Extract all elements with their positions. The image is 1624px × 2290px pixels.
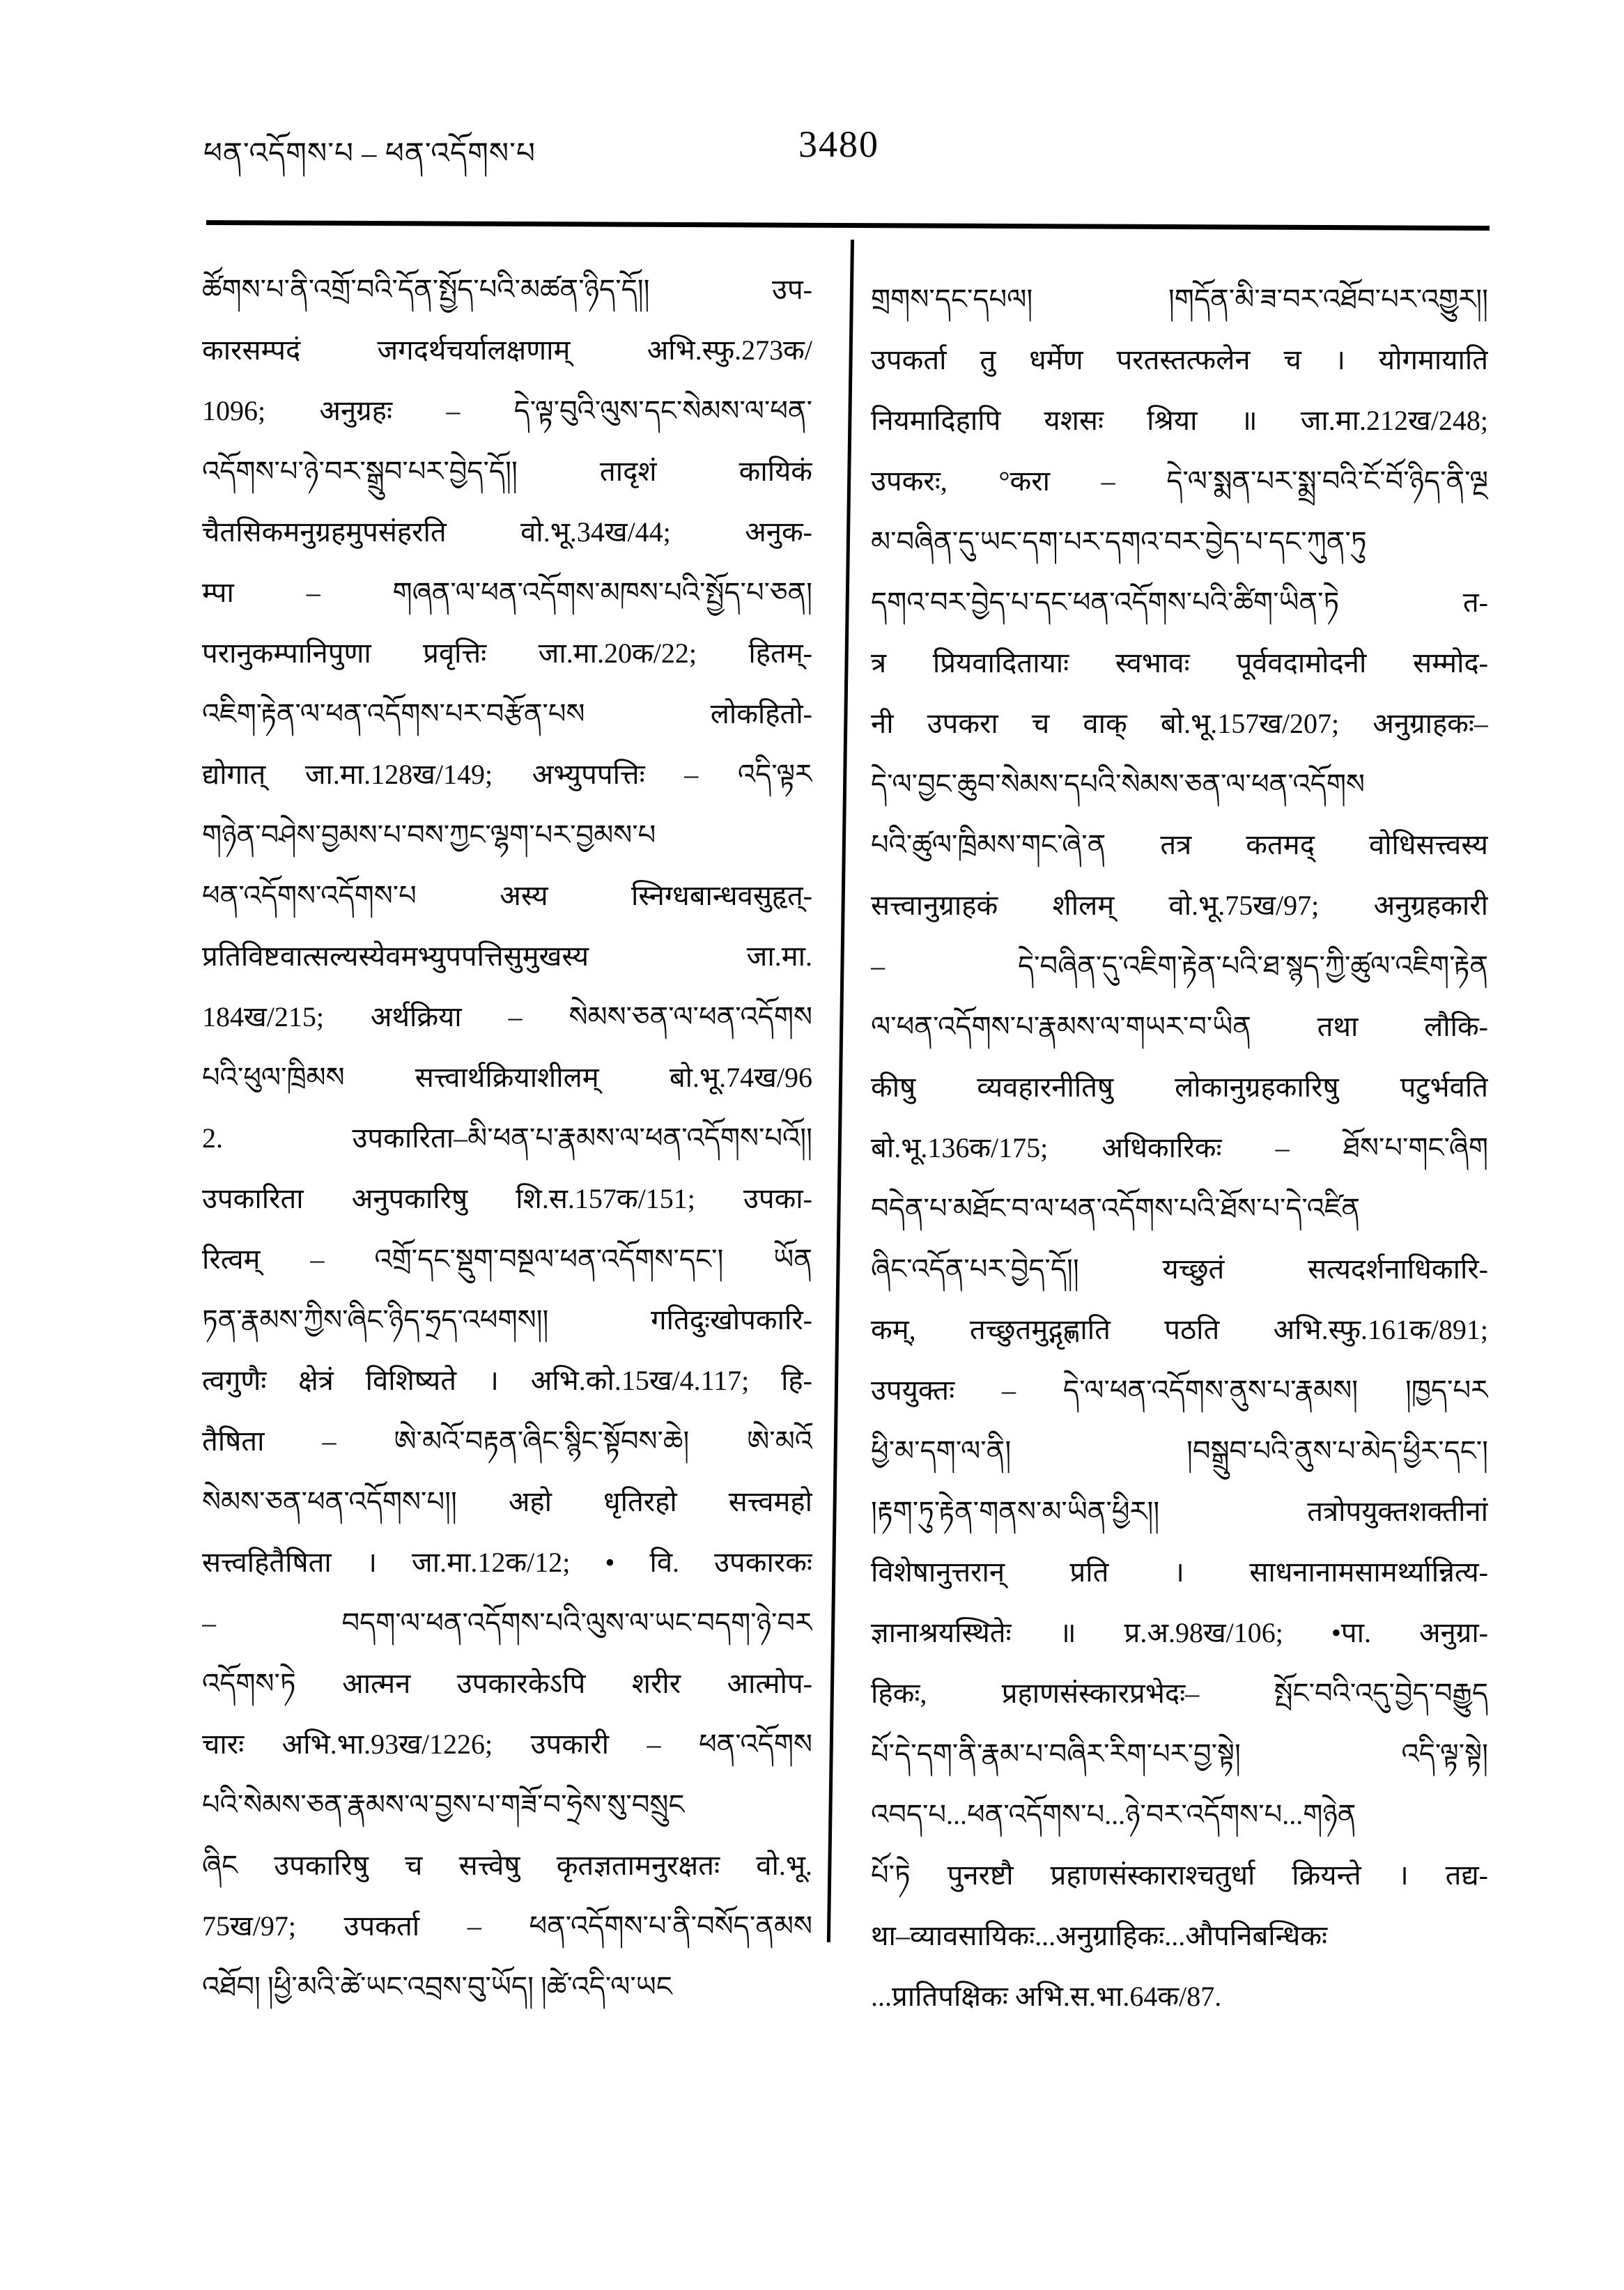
text-line: रित्वम् – འགྲོ་དང་སྡུག་བསྔལ་ཕན་འདོགས་དང་། ཡོན bbox=[202, 1244, 812, 1275]
text-line: འབད་པ...ཕན་འདོགས་པ...ཉེ་བར་འདོགས་པ...གཉེན bbox=[871, 1799, 1356, 1830]
text-line: त्र प्रियवादितायाः स्वभावः पूर्ववदामोदनी सम्मोद- bbox=[871, 647, 1488, 679]
text-line: द्योगात् जा.मा.128ख/149; अभ्युपपत्तिः – འདི་ལྟར bbox=[202, 759, 812, 790]
text-line: ཏན་རྣམས་ཀྱིས་ཞིང་ཉིད་ཧྲད་འཕགས།། गतिदुःखोपकारि- bbox=[202, 1304, 812, 1336]
text-line: हिकः, प्रहाणसंस्कारप्रभेदः– སྤོང་བའི་འདུ་བྱེད་བརྒྱུད bbox=[871, 1678, 1488, 1709]
text-line: उपकारिता अनुपकारिषु शि.स.157क/151; उपका- bbox=[202, 1183, 812, 1214]
page-number: 3480 bbox=[798, 123, 879, 165]
text-line: बो.भू.136क/175; अधिकारिकः – ཐོས་པ་གང་ཞིག bbox=[871, 1132, 1488, 1163]
text-line: འདོགས་པ་ཉེ་བར་སྒྲུབ་པར་བྱེད་དོ།། तादृशं कायिकं bbox=[202, 456, 812, 487]
text-line: नी उपकरा च वाक् बो.भू.157ख/207; अनुग्राहकः– bbox=[871, 708, 1488, 739]
text-line: འཇིག་རྟེན་ལ་ཕན་འདོགས་པར་བརྩོན་པས लोकहितो- bbox=[202, 698, 812, 729]
text-line: – དེ་བཞིན་དུ་འཇིག་རྟེན་པའི་ཐ་སྙད་ཀྱི་ཚུལ་འཇིག་རྟེན bbox=[871, 950, 1488, 982]
text-line: པའི་ཕུལ་ཁྲིམས सत्त्वार्थक्रियाशीलम् बो.भू.74ख/96 bbox=[202, 1062, 812, 1093]
text-line: པའི་ཚུལ་ཁྲིམས་གང་ཞེ་ན तत्र कतमद् वोधिसत्त्वस्य bbox=[871, 829, 1488, 860]
text-line: །རྟག་ཏུ་རྟེན་གནས་མ་ཡིན་ཕྱིར།། तत्रोपयुक्तशक्तीनां bbox=[871, 1496, 1488, 1527]
text-line: परानुकम्पानिपुणा प्रवृत्तिः जा.मा.20क/22; हितम्- bbox=[202, 637, 812, 669]
text-line: चारः अभि.भा.93ख/1226; उपकारी – ཕན་འདོགས bbox=[202, 1728, 812, 1760]
text-line: དེ་ལ་བྱང་ཆུབ་སེམས་དཔའི་སེམས་ཅན་ལ་ཕན་འདོགས bbox=[871, 768, 1365, 800]
text-line: གཉེན་བཤེས་བྱམས་པ་བས་ཀྱང་ལྷག་པར་བྱམས་པ bbox=[202, 819, 656, 851]
text-line: ज्ञानाश्रयस्थितेः ॥ प्र.अ.98ख/106; •पा. अनुग्रा- bbox=[871, 1617, 1488, 1648]
text-line: འདོགས་ཏེ आत्मन उपकारकेऽपि शरीर आत्मोप- bbox=[202, 1668, 812, 1699]
text-line: པའི་སེམས་ཅན་རྣམས་ལ་བྱས་པ་གཟོ་བ་ཧྲེས་སུ་བསྲུང bbox=[202, 1789, 685, 1820]
text-line: སེམས་ཅན་ཕན་འདོགས་པ།། अहो धृतिरहो सत्त्वमहो bbox=[202, 1486, 812, 1517]
text-line: सत्त्वहितैषिता । जा.मा.12क/12; • वि. उपकारकः bbox=[202, 1547, 812, 1578]
running-head: ཕན་འདོགས་པ – ཕན་འདོགས་པ bbox=[203, 138, 536, 170]
text-line: था–व्यावसायिकः...अनुग्राहिकः...औपनिबन्धिकः bbox=[871, 1920, 1328, 1951]
left-column bbox=[202, 259, 812, 2017]
text-line: चैतसिकमनुग्रहमुपसंहरति वो.भू.34ख/44; अनुक- bbox=[202, 516, 812, 548]
text-line: བདེན་པ་མཐོང་བ་ལ་ཕན་འདོགས་པའི་ཐོས་པ་དེ་འཛིན bbox=[871, 1193, 1361, 1224]
text-line: མ་བཞིན་དུ་ཡང་དག་པར་དགའ་བར་བྱེད་པ་དང་ཀུན་ཏུ bbox=[871, 526, 1367, 557]
text-line: པོ་ཏེ पुनरष्टौ प्रहाणसंस्काराश्चतुर्धा क्रियन्ते । तद्य- bbox=[871, 1859, 1488, 1891]
text-line: 184ख/215; अर्थक्रिया – སེམས་ཅན་ལ་ཕན་འདོགས bbox=[202, 1001, 812, 1032]
text-line: ལ་ཕན་འདོགས་པ་རྣམས་ལ་གཡར་བ་ཡིན तथा लौकि- bbox=[871, 1011, 1488, 1042]
text-line: कीषु व्यवहारनीतिषु लोकानुग्रहकारिषु पटुर्भवति bbox=[871, 1071, 1488, 1103]
text-line: म्पा – གཞན་ལ་ཕན་འདོགས་མཁས་པའི་སྤྱོད་པ་ཅན། bbox=[202, 577, 812, 608]
text-line: དགའ་བར་བྱེད་པ་དང་ཕན་འདོགས་པའི་ཚིག་ཡིན་ཏེ त- bbox=[871, 587, 1488, 618]
text-line: ཞིང་འདོན་པར་བྱེད་དོ།། यच्छुतं सत्यदर्शनाधिकारि- bbox=[871, 1253, 1488, 1285]
text-line: པོ་དེ་དག་ནི་རྣམ་པ་བཞིར་རིག་པར་བྱ་སྟེ། འདི་ལྟ་སྟེ། bbox=[871, 1738, 1488, 1770]
text-line: 2. उपकारिता–མི་ཕན་པ་རྣམས་ལ་ཕན་འདོགས་པའོ།། bbox=[202, 1122, 812, 1154]
text-line: 1096; अनुग्रहः – དེ་ལྟ་བུའི་ལུས་དང་སེམས་ལ་ཕན་ bbox=[202, 395, 812, 426]
text-line: कम्, तच्छुतमुद्गृह्णाति पठति अभि.स्फु.161क/891; bbox=[871, 1314, 1488, 1345]
text-line: ཕན་འདོགས་འདོགས་པ अस्य स्निग्धबान्धवसुहृत्- bbox=[202, 880, 812, 911]
text-line: नियमादिहापि यशसः श्रिया ॥ जा.मा.212ख/248; bbox=[871, 405, 1488, 436]
text-line: – བདག་ལ་ཕན་འདོགས་པའི་ལུས་ལ་ཡང་བདག་ཉེ་བར bbox=[202, 1607, 812, 1639]
text-line: ཚོགས་པ་ནི་འགྲོ་བའི་དོན་སྤྱོད་པའི་མཚན་ཉིད་དོ།། उप- bbox=[202, 274, 812, 305]
text-line: ཕྱི་མ་དག་ལ་ནི། །བསྒྲུབ་པའི་ནུས་པ་མེད་ཕྱིར་དང་། bbox=[871, 1435, 1488, 1467]
text-line: त्वगुणैः क्षेत्रं विशिष्यते । अभि.को.15ख/4.117; हि- bbox=[202, 1365, 812, 1396]
text-line: उपयुक्तः – དེ་ལ་ཕན་འདོགས་ནུས་པ་རྣམས། །ཁྱད་པར bbox=[871, 1375, 1488, 1406]
text-line: तैषिता – ཨེ་མའོ་བརྟན་ཞིང་སྙིང་སྟོབས་ཆེ། ཨེ་མའོ bbox=[202, 1425, 812, 1457]
text-line: ...प्रातिपक्षिकः अभि.स.भा.64क/87. bbox=[871, 1981, 1222, 2012]
text-line: འཐོབ། །ཕྱི་མའི་ཚེ་ཡང་འབྲས་བུ་ཡོད། །ཚེ་འདི་ལ་ཡང bbox=[202, 1971, 672, 2002]
text-line: कारसम्पदं जगदर्थचर्यालक्षणाम् अभि.स्फु.273क/ bbox=[202, 334, 812, 366]
text-line: གྲགས་དང་དཔལ། །གདོན་མི་ཟ་བར་འཐོབ་པར་འགྱུར།། bbox=[871, 284, 1488, 315]
text-line: उपकरः, °करा – དེ་ལ་སྨན་པར་སྨྲ་བའི་ངོ་བོ་ཉིད་ནི་ལྔ bbox=[871, 465, 1488, 497]
text-line: 75ख/97; उपकर्ता – ཕན་འདོགས་པ་ནི་བསོད་ནམས bbox=[202, 1910, 812, 1942]
right-column bbox=[871, 269, 1488, 2027]
header-rule bbox=[206, 220, 1490, 231]
text-line: ཞིང उपकारिषु च सत्त्वेषु कृतज्ञतामनुरक्षतः वो.भू. bbox=[202, 1850, 812, 1881]
text-line: उपकर्ता तु धर्मेण परतस्तत्फलेन च । योगमायाति bbox=[871, 344, 1488, 376]
column-divider bbox=[827, 240, 854, 1942]
text-line: सत्त्वानुग्राहकं शीलम् वो.भू.75ख/97; अनुग्रहकारी bbox=[871, 890, 1488, 921]
text-line: विशेषानुत्तरान् प्रति । साधनानामसामर्थ्यान्नित्य- bbox=[871, 1556, 1488, 1588]
text-line: प्रतिविष्टवात्सल्यस्येवमभ्युपपत्तिसुमुखस्य जा.मा. bbox=[202, 941, 812, 972]
